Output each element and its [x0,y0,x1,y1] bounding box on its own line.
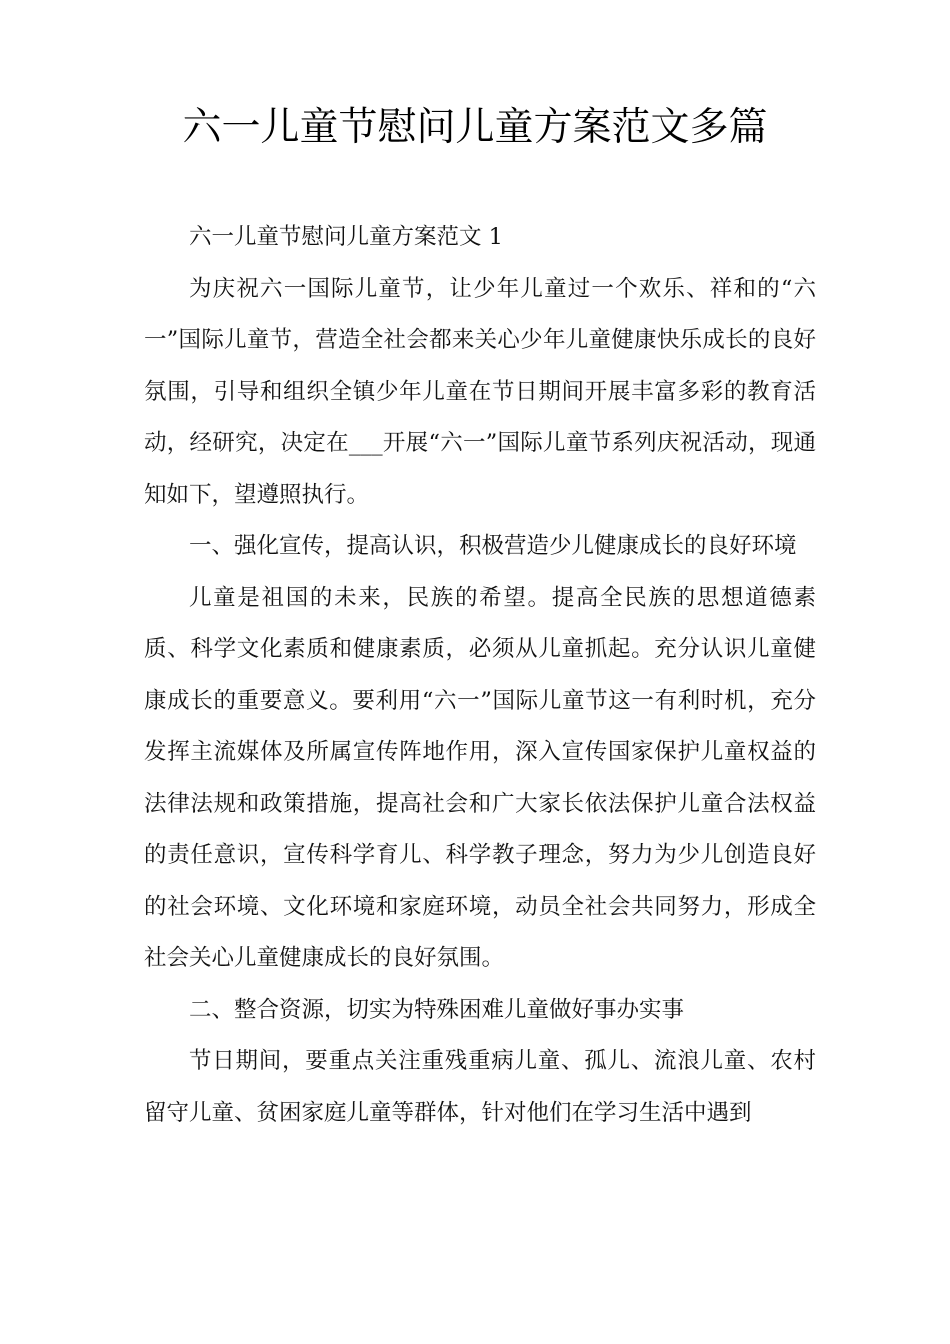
paragraph-publicity: 儿童是祖国的未来，民族的希望。提高全民族的思想道德素质、科学文化素质和健康素质，必须从儿童抓起。充分认识儿童健康成长的重要意义。要利用“六一”国际儿童节这一有利时机，充分发挥主流媒体及所属宣传阵地作用，深入宣传国家保护儿童权益的法律法规和政策措施，提高社会和广大家长依法保护儿童合法权益的责任意识，宣传科学育儿、科学教子理念，努力为少儿创造良好的社会环境、文化环境和家庭环境，动员全社会共同努力，形成全社会关心儿童健康成长的良好氛围。 [144,584,816,971]
heading-resources: 二、整合资源，切实为特殊困难儿童做好事办实事 [189,996,685,1023]
document-title: 六一儿童节慰问儿童方案范文多篇 [182,105,768,150]
document-body [144,212,816,1139]
paragraph-intro: 为庆祝六一国际儿童节，让少年儿童过一个欢乐、祥和的“六一”国际儿童节，营造全社会都来关心少年儿童健康快乐成长的良好氛围，引导和组织全镇少年儿童在节日期间开展丰富多彩的教育活动，经研究，决定在___开展“六一”国际儿童节系列庆祝活动，现通知如下，望遵照执行。 [144,275,816,508]
heading-publicity: 一、强化宣传，提高认识，积极营造少儿健康成长的良好环境 [189,533,797,559]
section-heading-1: 六一儿童节慰问儿童方案范文 1 [189,224,503,250]
paragraph-resources: 节日期间，要重点关注重残重病儿童、孤儿、流浪儿童、农村留守儿童、贫困家庭儿童等群体，针对他们在学习生活中遇到 [144,1048,816,1126]
